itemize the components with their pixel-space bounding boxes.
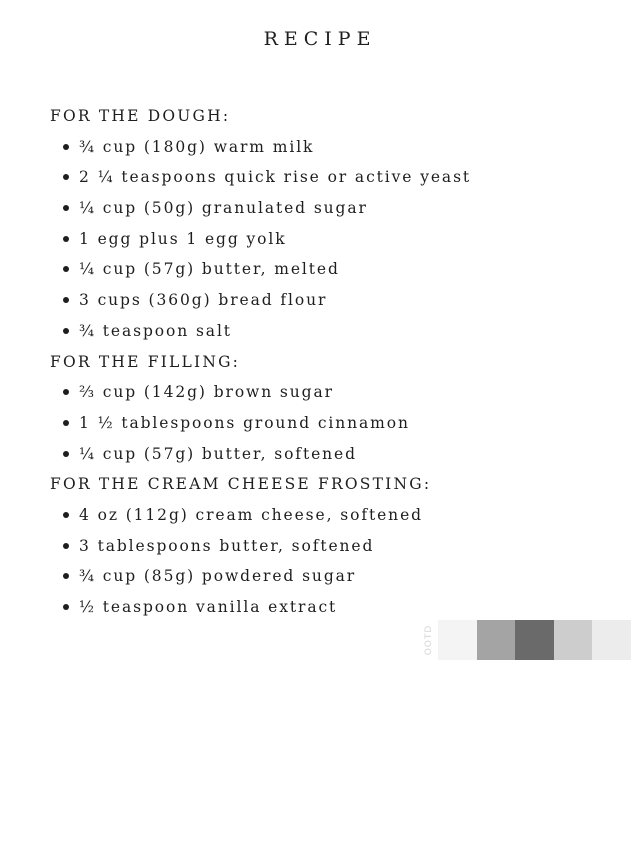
ingredient-text: 2 ¼ teaspoons quick rise or active yeast — [79, 168, 472, 187]
section-heading: FOR THE DOUGH: — [50, 107, 231, 125]
section-heading: FOR THE CREAM CHEESE FROSTING: — [50, 475, 432, 494]
list-item — [50, 224, 610, 255]
bullet-icon — [63, 174, 69, 180]
list-item — [50, 193, 610, 224]
color-swatch — [554, 620, 593, 660]
color-swatch — [477, 620, 516, 660]
ingredient-text: ¾ cup (180g) warm milk — [79, 137, 315, 156]
section-dough — [50, 101, 610, 347]
ingredient-text: ¾ cup (85g) powdered sugar — [79, 567, 357, 586]
bullet-icon — [63, 144, 69, 150]
ingredient-text: ½ teaspoon vanilla extract — [79, 598, 338, 616]
ingredient-text: ¼ cup (57g) butter, melted — [79, 260, 340, 279]
list-item — [50, 531, 610, 562]
color-swatch — [438, 620, 477, 660]
ingredient-list — [50, 500, 610, 623]
list-item — [50, 316, 610, 347]
ingredient-text: 1 ½ tablespoons ground cinnamon — [79, 413, 410, 432]
list-item — [50, 162, 610, 193]
bullet-icon — [63, 573, 69, 579]
bullet-icon — [63, 512, 69, 518]
ingredient-text: ¾ teaspoon salt — [79, 321, 232, 340]
list-item — [50, 561, 610, 592]
palette-label — [420, 620, 438, 660]
ingredient-text: 4 oz (112g) cream cheese, softened — [79, 505, 423, 524]
palette-label-text: OOTD — [424, 624, 434, 656]
bullet-icon — [63, 543, 69, 549]
ingredient-text: ¼ cup (50g) granulated sugar — [79, 199, 368, 218]
ingredient-text: ⅔ cup (142g) brown sugar — [79, 383, 334, 402]
list-item — [50, 408, 610, 439]
ingredient-list — [50, 132, 610, 347]
bullet-icon — [63, 297, 69, 303]
bullet-icon — [63, 236, 69, 242]
page-title: RECIPE — [263, 28, 377, 50]
ingredient-text: 3 cups (360g) bread flour — [79, 291, 328, 310]
list-item — [50, 132, 610, 163]
bullet-icon — [63, 328, 69, 334]
color-swatch — [592, 620, 631, 660]
list-item — [50, 285, 610, 316]
bullet-icon — [63, 420, 69, 426]
section-frosting — [50, 469, 610, 622]
ingredient-text: 1 egg plus 1 egg yolk — [79, 229, 287, 248]
list-item — [50, 254, 610, 285]
section-heading: FOR THE FILLING: — [50, 352, 241, 371]
bullet-icon — [63, 604, 69, 610]
section-filling — [50, 347, 610, 470]
bullet-icon — [63, 451, 69, 457]
bullet-icon — [63, 266, 69, 272]
bullet-icon — [63, 205, 69, 211]
list-item — [50, 592, 610, 623]
ingredient-text: 3 tablespoons butter, softened — [79, 536, 375, 555]
ingredient-list — [50, 377, 610, 469]
list-item — [50, 500, 610, 531]
list-item — [50, 439, 610, 470]
recipe-body — [50, 101, 610, 623]
color-swatch — [515, 620, 554, 660]
list-item — [50, 377, 610, 408]
color-palette — [420, 620, 631, 660]
ingredient-text: ¼ cup (57g) butter, softened — [79, 444, 357, 463]
bullet-icon — [63, 389, 69, 395]
